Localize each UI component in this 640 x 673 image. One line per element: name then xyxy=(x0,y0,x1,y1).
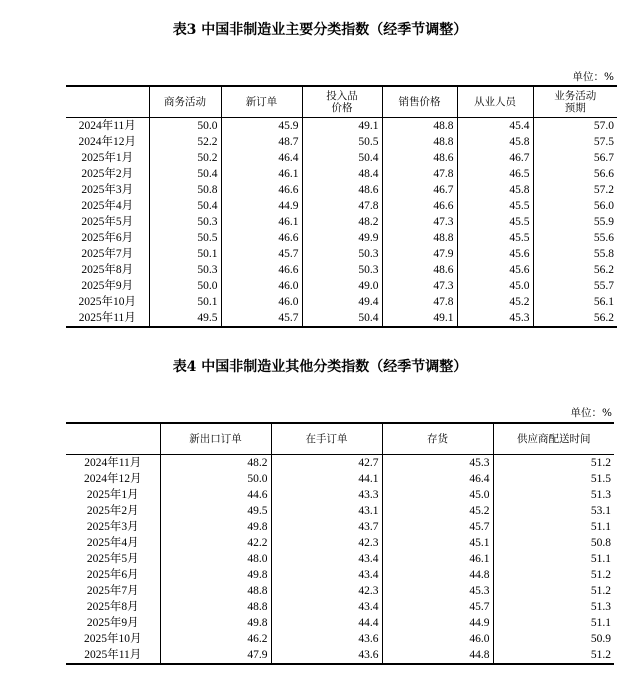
table-cell: 50.4 xyxy=(149,166,221,182)
table-cell: 42.2 xyxy=(160,535,271,551)
table-cell: 50.0 xyxy=(149,278,221,294)
table-cell: 51.2 xyxy=(493,647,614,664)
table-row xyxy=(66,117,617,134)
table-row xyxy=(66,503,614,519)
table-row xyxy=(66,294,617,310)
table-cell: 49.1 xyxy=(302,117,382,134)
table-cell: 48.4 xyxy=(302,166,382,182)
table-cell: 56.1 xyxy=(533,294,617,310)
row-label: 2025年1月 xyxy=(81,151,134,164)
table-cell: 56.2 xyxy=(533,310,617,327)
table-cell: 43.4 xyxy=(271,551,382,567)
table-row xyxy=(66,262,617,278)
row-label: 2025年5月 xyxy=(86,552,139,565)
row-label: 2025年5月 xyxy=(81,215,134,228)
table-cell: 44.6 xyxy=(160,487,271,503)
table-cell: 45.4 xyxy=(457,117,533,134)
table-cell: 46.6 xyxy=(382,198,457,214)
table-cell: 46.1 xyxy=(382,551,493,567)
table-cell: 46.6 xyxy=(221,182,302,198)
row-label: 2025年11月 xyxy=(84,648,142,661)
column-header: 从业人员 xyxy=(457,86,533,117)
table-cell: 45.8 xyxy=(457,134,533,150)
table-row xyxy=(66,150,617,166)
column-header: 供应商配送时间 xyxy=(493,423,614,454)
column-header: 存货 xyxy=(382,423,493,454)
table-cell: 45.7 xyxy=(382,519,493,535)
table-cell: 45.0 xyxy=(382,487,493,503)
table-cell: 49.4 xyxy=(302,294,382,310)
row-label: 2024年12月 xyxy=(78,135,136,148)
row-label: 2024年11月 xyxy=(84,456,142,469)
table-cell: 45.7 xyxy=(382,599,493,615)
table-cell: 50.1 xyxy=(149,294,221,310)
table-cell: 46.5 xyxy=(457,166,533,182)
table-cell: 55.7 xyxy=(533,278,617,294)
table-cell: 43.1 xyxy=(271,503,382,519)
table-cell: 45.6 xyxy=(457,262,533,278)
table-cell: 45.0 xyxy=(457,278,533,294)
row-label: 2025年2月 xyxy=(86,504,139,517)
table-row xyxy=(66,631,614,647)
table-cell: 50.0 xyxy=(149,117,221,134)
row-label: 2025年4月 xyxy=(81,199,134,212)
table-cell: 56.0 xyxy=(533,198,617,214)
table-cell: 53.1 xyxy=(493,503,614,519)
table-cell: 55.6 xyxy=(533,230,617,246)
table4-title: 表4 中国非制造业其他分类指数（经季节调整） xyxy=(172,359,468,375)
column-header: 业务活动 预期 xyxy=(533,86,617,117)
table-cell: 47.3 xyxy=(382,214,457,230)
table-cell: 45.3 xyxy=(382,454,493,471)
table-cell: 45.9 xyxy=(221,117,302,134)
table-cell: 51.1 xyxy=(493,615,614,631)
table-cell: 45.5 xyxy=(457,230,533,246)
table-cell: 45.3 xyxy=(382,583,493,599)
table-cell: 50.8 xyxy=(493,535,614,551)
table-cell: 45.2 xyxy=(382,503,493,519)
table-cell: 44.1 xyxy=(271,471,382,487)
table-cell: 48.6 xyxy=(382,262,457,278)
row-label: 2024年12月 xyxy=(84,472,142,485)
table-cell: 48.0 xyxy=(160,551,271,567)
row-label: 2025年2月 xyxy=(81,167,134,180)
table-cell: 43.4 xyxy=(271,567,382,583)
table-cell: 55.8 xyxy=(533,246,617,262)
table-cell: 49.0 xyxy=(302,278,382,294)
table-cell: 47.9 xyxy=(382,246,457,262)
table-cell: 48.8 xyxy=(160,599,271,615)
table-cell: 51.1 xyxy=(493,551,614,567)
table-row xyxy=(66,454,614,471)
table-cell: 55.9 xyxy=(533,214,617,230)
table-cell: 42.3 xyxy=(271,583,382,599)
table-cell: 45.8 xyxy=(457,182,533,198)
table-cell: 45.7 xyxy=(221,246,302,262)
table-cell: 46.6 xyxy=(221,230,302,246)
table-cell: 50.4 xyxy=(302,150,382,166)
column-header: 在手订单 xyxy=(271,423,382,454)
table-row xyxy=(66,214,617,230)
table-cell: 46.0 xyxy=(221,294,302,310)
table-cell: 43.6 xyxy=(271,631,382,647)
table-cell: 51.1 xyxy=(493,519,614,535)
table4-unit: 单位：% xyxy=(570,407,612,419)
table3-title: 表3 中国非制造业主要分类指数（经季节调整） xyxy=(172,22,468,38)
table-cell: 50.3 xyxy=(149,214,221,230)
table-cell: 49.8 xyxy=(160,615,271,631)
table-row xyxy=(66,182,617,198)
table-cell: 44.8 xyxy=(382,647,493,664)
table-cell: 51.3 xyxy=(493,599,614,615)
row-label: 2024年11月 xyxy=(78,119,136,132)
table-cell: 48.8 xyxy=(382,230,457,246)
table-row xyxy=(66,487,614,503)
row-label: 2025年9月 xyxy=(86,616,139,629)
table-cell: 49.5 xyxy=(160,503,271,519)
table-cell: 50.5 xyxy=(149,230,221,246)
table-cell: 51.3 xyxy=(493,487,614,503)
table-cell: 49.1 xyxy=(382,310,457,327)
table-cell: 45.1 xyxy=(382,535,493,551)
table-cell: 50.2 xyxy=(149,150,221,166)
table-cell: 46.0 xyxy=(221,278,302,294)
table-row xyxy=(66,230,617,246)
table-cell: 50.3 xyxy=(149,262,221,278)
table-cell: 51.2 xyxy=(493,454,614,471)
table-row xyxy=(66,246,617,262)
table-cell: 43.4 xyxy=(271,599,382,615)
table-row xyxy=(66,567,614,583)
table-cell: 46.7 xyxy=(382,182,457,198)
table4 xyxy=(66,422,614,665)
table-cell: 56.2 xyxy=(533,262,617,278)
table-cell: 46.7 xyxy=(457,150,533,166)
table-row xyxy=(66,647,614,664)
table-cell: 43.7 xyxy=(271,519,382,535)
table-row xyxy=(66,615,614,631)
column-header: 投入品 价格 xyxy=(302,86,382,117)
table-cell: 57.5 xyxy=(533,134,617,150)
table-cell: 44.4 xyxy=(271,615,382,631)
table-row xyxy=(66,583,614,599)
table-cell: 48.8 xyxy=(382,134,457,150)
table-cell: 56.6 xyxy=(533,166,617,182)
table-cell: 46.2 xyxy=(160,631,271,647)
table-cell: 46.4 xyxy=(382,471,493,487)
column-header xyxy=(66,86,149,117)
table-cell: 46.0 xyxy=(382,631,493,647)
row-label: 2025年8月 xyxy=(81,263,134,276)
row-label: 2025年6月 xyxy=(81,231,134,244)
table-cell: 56.7 xyxy=(533,150,617,166)
table-cell: 46.4 xyxy=(221,150,302,166)
table-cell: 52.2 xyxy=(149,134,221,150)
table-cell: 46.6 xyxy=(221,262,302,278)
column-header: 商务活动 xyxy=(149,86,221,117)
row-label: 2025年4月 xyxy=(86,536,139,549)
table-cell: 57.2 xyxy=(533,182,617,198)
table-cell: 44.9 xyxy=(382,615,493,631)
table-row xyxy=(66,198,617,214)
table-cell: 50.5 xyxy=(302,134,382,150)
table-cell: 50.3 xyxy=(302,262,382,278)
table-cell: 48.8 xyxy=(382,117,457,134)
table-cell: 48.7 xyxy=(221,134,302,150)
row-label: 2025年9月 xyxy=(81,279,134,292)
table-cell: 46.1 xyxy=(221,166,302,182)
table-cell: 50.4 xyxy=(149,198,221,214)
table-cell: 48.6 xyxy=(302,182,382,198)
column-header xyxy=(66,423,160,454)
table-cell: 48.8 xyxy=(160,583,271,599)
table-row xyxy=(66,310,617,327)
column-header: 销售价格 xyxy=(382,86,457,117)
row-label: 2025年3月 xyxy=(81,183,134,196)
table-cell: 49.9 xyxy=(302,230,382,246)
row-label: 2025年1月 xyxy=(86,488,139,501)
table-cell: 50.0 xyxy=(160,471,271,487)
table3 xyxy=(66,85,617,328)
column-header: 新订单 xyxy=(221,86,302,117)
table-cell: 47.3 xyxy=(382,278,457,294)
table-cell: 42.3 xyxy=(271,535,382,551)
table-row xyxy=(66,551,614,567)
table-cell: 51.2 xyxy=(493,583,614,599)
row-label: 2025年7月 xyxy=(86,584,139,597)
table-cell: 43.3 xyxy=(271,487,382,503)
table-cell: 51.2 xyxy=(493,567,614,583)
table-cell: 51.5 xyxy=(493,471,614,487)
table-cell: 45.5 xyxy=(457,198,533,214)
table-cell: 50.4 xyxy=(302,310,382,327)
table-cell: 57.0 xyxy=(533,117,617,134)
table-cell: 45.6 xyxy=(457,246,533,262)
table-row xyxy=(66,519,614,535)
table-row xyxy=(66,599,614,615)
table-cell: 43.6 xyxy=(271,647,382,664)
table-cell: 42.7 xyxy=(271,454,382,471)
row-label: 2025年10月 xyxy=(84,632,142,645)
table-cell: 50.8 xyxy=(149,182,221,198)
table-cell: 45.7 xyxy=(221,310,302,327)
table3-unit: 单位：% xyxy=(572,71,614,83)
table-cell: 50.1 xyxy=(149,246,221,262)
table-cell: 50.9 xyxy=(493,631,614,647)
table-cell: 49.5 xyxy=(149,310,221,327)
table-cell: 47.8 xyxy=(382,294,457,310)
table-cell: 47.8 xyxy=(302,198,382,214)
table-cell: 47.8 xyxy=(382,166,457,182)
row-label: 2025年3月 xyxy=(86,520,139,533)
table-row xyxy=(66,471,614,487)
table-cell: 45.5 xyxy=(457,214,533,230)
row-label: 2025年11月 xyxy=(78,311,136,324)
table-cell: 48.2 xyxy=(302,214,382,230)
row-label: 2025年7月 xyxy=(81,247,134,260)
row-label: 2025年8月 xyxy=(86,600,139,613)
row-label: 2025年6月 xyxy=(86,568,139,581)
table-cell: 46.1 xyxy=(221,214,302,230)
table-cell: 47.9 xyxy=(160,647,271,664)
table-row xyxy=(66,166,617,182)
table-row xyxy=(66,278,617,294)
table-cell: 50.3 xyxy=(302,246,382,262)
table-cell: 49.8 xyxy=(160,567,271,583)
table-cell: 45.2 xyxy=(457,294,533,310)
table-cell: 48.2 xyxy=(160,454,271,471)
table-cell: 45.3 xyxy=(457,310,533,327)
column-header: 新出口订单 xyxy=(160,423,271,454)
table-row xyxy=(66,535,614,551)
table-row xyxy=(66,134,617,150)
table-cell: 48.6 xyxy=(382,150,457,166)
row-label: 2025年10月 xyxy=(78,295,136,308)
table-cell: 44.8 xyxy=(382,567,493,583)
table-cell: 44.9 xyxy=(221,198,302,214)
table-cell: 49.8 xyxy=(160,519,271,535)
